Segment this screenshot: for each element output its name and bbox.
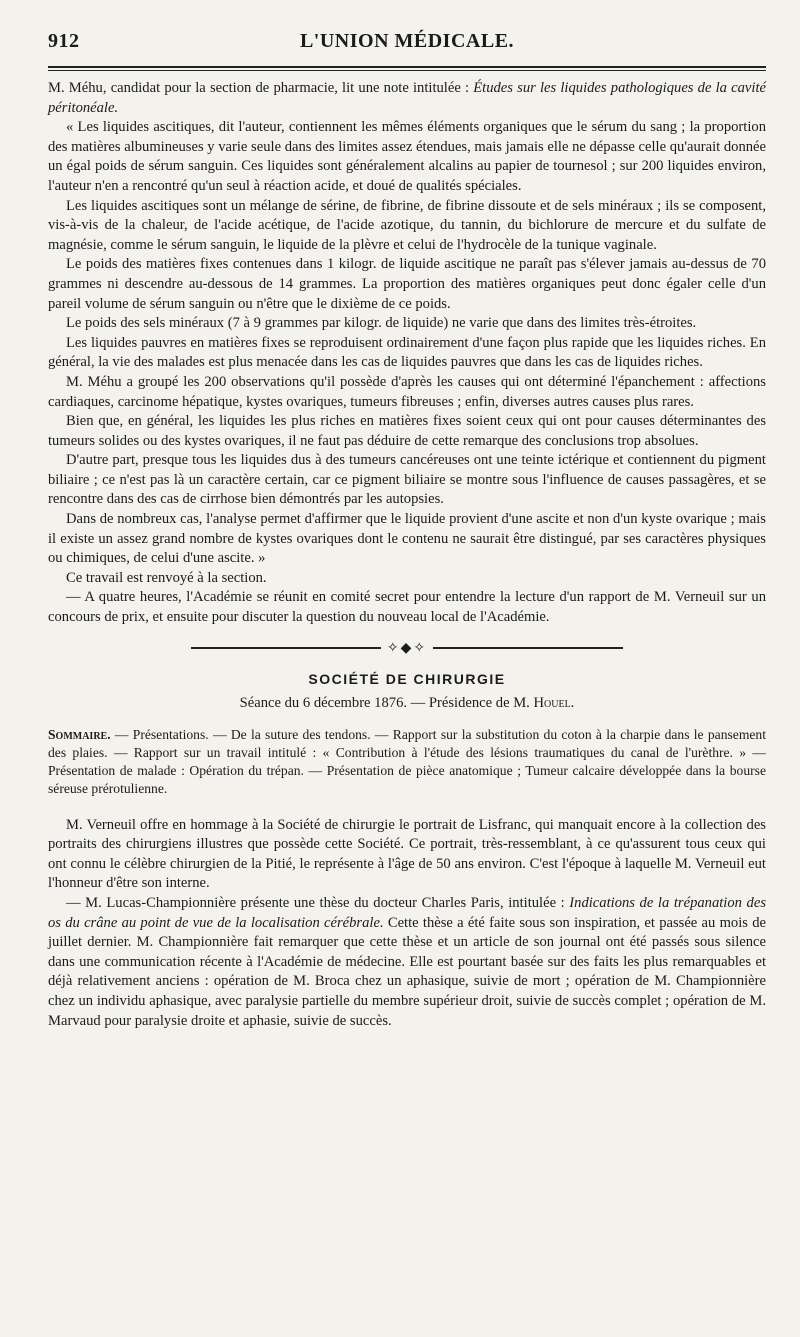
summary-block xyxy=(48,726,766,798)
divider-line-right xyxy=(433,647,623,649)
paragraph: Dans de nombreux cas, l'analyse permet d'affirmer que le liquide provient d'une ascite et non d'un kyste ovarique ; mais il existe un assez grand nombre de kystes ovariques dont le contenu ne saurait être distingué, par ses caractères physiques ou chimiques, de celui d'une ascite. » xyxy=(48,511,766,567)
section-divider xyxy=(48,640,766,657)
paragraph-rest: Cette thèse a été faite sous son inspiration, et passée au mois de juillet dernier. M. Championnière fait remarquer que cette thèse et un article de son journal ont été passés sous silence dans une communication récente à l'Académie de médecine. Elle est pourtant basée sur des faits les plus remarquables et déjà relativement anciens : opération de M. Broca chez un aphasique, suivie de mort ; opération de M. Championnière chez un individu aphasique, avec paralysie partielle du membre supérieur droit, suivie de succès complet ; opération de M. Marvaud pour paralysie droite et aphasie, suivie de succès. xyxy=(48,914,766,1029)
paragraph: — A quatre heures, l'Académie se réunit en comité secret pour entendre la lecture d'un rapport de M. Verneuil sur un concours de prix, et ensuite pour discuter la question du nouveau local de l'Académie. xyxy=(48,589,766,626)
paragraph xyxy=(48,79,766,118)
journal-title: L'UNION MÉDICALE. xyxy=(299,30,515,52)
session-date: Séance du 6 décembre 1876. — Présidence de xyxy=(239,694,514,711)
paragraph: Les liquides pauvres en matières fixes se reproduisent ordinairement d'une façon plus rapide que les liquides riches. En général, la vie des malades est plus menacée dans les cas de liquides pauvres que dans les cas de liquides riches. xyxy=(48,334,766,371)
paragraph-lead: — M. Lucas-Championnière présente une thèse du docteur Charles Paris, intitulée : xyxy=(66,895,570,911)
summary-label: Sommaire. xyxy=(48,726,111,742)
thesis-title: Indications de la trépanation des os du crâne au point de vue de la localisation cérébrale. xyxy=(48,895,766,931)
paragraph: Ce travail est renvoyé à la section. xyxy=(66,569,267,586)
page-header xyxy=(48,24,766,54)
academie-section xyxy=(48,79,766,628)
header-rule xyxy=(48,66,766,71)
paragraph: M. Verneuil offre en hommage à la Société de chirurgie le portrait de Lisfranc, qui manquait encore à la collection des portraits des chirurgiens illustres que possède cette Société. Ce portrait, très-ressemblant, à ce qu'assurent tous ceux qui ont connu le célèbre chirurgien de la Pitié, le représente à l'âge de 50 ans environ. C'est l'époque à laquelle M. Verneuil eut l'honneur d'être son interne. xyxy=(48,816,766,892)
paragraph: « Les liquides ascitiques, dit l'auteur, contiennent les mêmes éléments organiques que le sérum du sang ; la proportion des matières albumineuses y varie seule dans des limites assez étendues, mais jamais elle ne dépasse celle qu'aurait donnée un égal poids de sérum sanguin. Ces liquides sont généralement alcalins au papier de tournesol ; sur 200 liquides environ, l'auteur n'en a rencontré qu'un seul à réaction acide, et doué de qualités spéciales. xyxy=(48,119,766,194)
paragraph: Le poids des matières fixes contenues dans 1 kilogr. de liquide ascitique ne paraît pas s'élever jamais au-dessus de 70 grammes ni descendre au-dessous de 14 grammes. La proportion des matières organiques peut donc égaler celle d'un pareil volume de sérum sanguin ou n'être que le dixième de ce poids. xyxy=(48,256,766,312)
divider-line-left xyxy=(191,647,381,649)
paragraph: M. Méhu a groupé les 200 observations qu'il possède d'après les causes qui ont déterminé l'épanchement : affections cardiaques, carcinome hépatique, kystes ovariques, tumeurs fibreuses ; enfin, diverses autres causes plus rares. xyxy=(48,373,766,410)
session-president: M. Houel. xyxy=(513,694,575,711)
paragraph: Les liquides ascitiques sont un mélange de sérine, de fibrine, de fibrine dissoute et de sels minéraux ; ils se composent, vis-à-vis de la chaleur, de l'acide acétique, de l'acide azotique, du tannin, du bichlorure de mercure et du sulfate de magnésie, comme le sérum sanguin, le liquide de la plèvre et celui de l'hydrocèle de la tunique vaginale. xyxy=(48,197,766,253)
paragraph-lead: M. Méhu, candidat pour la section de pharmacie, lit une note intitulée : xyxy=(48,80,474,96)
ornament-icon: ✧◆✧ xyxy=(386,640,428,656)
paragraph: Bien que, en général, les liquides les plus riches en matières fixes soient ceux qui ont pour causes déterminantes des tumeurs solides ou des kystes ovariques, il ne faut pas déduire de cette remarque des conclusions trop absolues. xyxy=(48,413,766,449)
paragraph: Le poids des sels minéraux (7 à 9 grammes par kilogr. de liquide) ne varie que dans des limites très-étroites. xyxy=(66,315,697,332)
societe-section xyxy=(48,816,766,1032)
page-number: 912 xyxy=(48,30,80,52)
summary-text: — Présentations. — De la suture des tendons. — Rapport sur la substitution du coton à la charpie dans le pansement des plaies. — Rapport sur un travail intitulé : « Contribution à l'étude des lésions traumatiques du canal de l'urèthre. » — Présentation de malade : Opération du trépan. — Présentation de pièce anatomique ; Tumeur calcaire développée dans la bourse séreuse prérotulienne. xyxy=(48,726,766,796)
section-heading: SOCIÉTÉ DE CHIRURGIE xyxy=(308,670,506,687)
work-title: Études sur les liquides pathologiques de la cavité péritonéale. xyxy=(48,80,766,116)
paragraph: D'autre part, presque tous les liquides dus à des tumeurs cancéreuses ont une teinte ictérique et contiennent du pigment biliaire ; ce n'est pas là un caractère certain, car ce pigment biliaire se montre sous l'influence de causes passagères, et se rencontre dans des cas de cirrhose bien démontrés par les autopsies. xyxy=(48,452,766,508)
paragraph xyxy=(48,894,766,1031)
session-line xyxy=(48,695,766,712)
